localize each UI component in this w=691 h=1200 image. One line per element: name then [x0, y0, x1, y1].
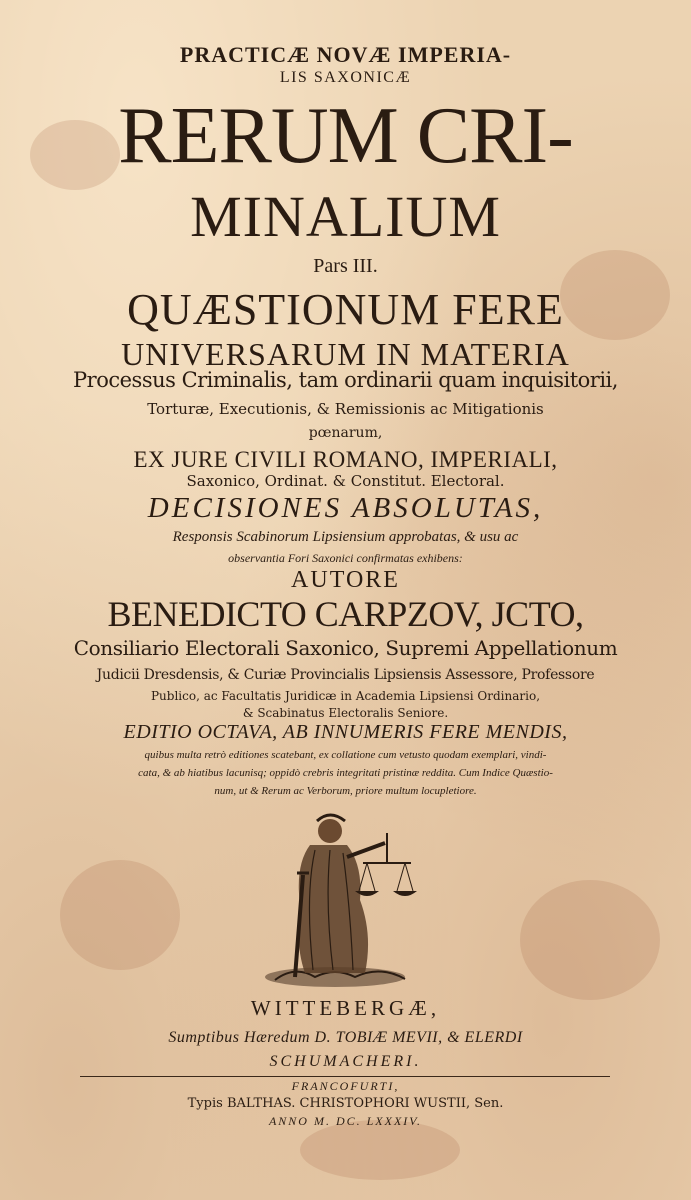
edition-line-3: num, ut & Rerum ac Verborum, priore multum locupletiore. [214, 785, 477, 797]
subtitle-line-2: UNIVERSARUM IN MATERIA [121, 336, 570, 372]
responsis-line-2: observantia Fori Saxonici confirmatas exhibens: [228, 551, 463, 565]
title-line-1: PRACTICÆ NOVÆ IMPERIA- [179, 42, 512, 67]
author-credential-line-3: Publico, ac Facultatis Juridicæ in Academia Lipsiensi Ordinario, [150, 689, 541, 703]
law-line-2: Saxonico, Ordinat. & Constitut. Electoral. [186, 472, 505, 490]
imprint-publisher-line-1: Sumptibus Hæredum D. TOBIÆ MEVII, & ELERDI [168, 1029, 523, 1046]
printer-city: FRANCOFURTI, [291, 1079, 400, 1093]
part-number: Pars III. [313, 255, 378, 277]
law-line-1: EX JURE CIVILI ROMANO, IMPERIALI, [133, 447, 558, 472]
author-credential-line-4: & Scabinatus Electoralis Seniore. [242, 706, 449, 720]
imprint-city: WITTEBERGÆ, [250, 996, 441, 1020]
edition-line-2: cata, & ab hiatibus lacunisq; oppidò crebris integritati pristinæ reddita. Cum Indice Quæstio- [138, 767, 553, 779]
decisiones-heading: DECISIONES ABSOLUTAS, [147, 492, 544, 524]
responsis-line-1: Responsis Scabinorum Lipsiensium approbatas, & usu ac [172, 529, 519, 545]
main-title-line-1: RERUM CRI- [118, 92, 573, 180]
title-line-2: LIS SAXONICÆ [279, 69, 412, 86]
imprint-publisher-line-2: SCHUMACHERI. [269, 1053, 422, 1070]
edition-line-1: quibus multa retrò editiones scatebant, ex collatione cum vetusto quodam exemplari, vindi- [144, 749, 547, 761]
printer-name: Typis BALTHAS. CHRISTOPHORI WUSTII, Sen. [187, 1096, 504, 1111]
paper-stain [60, 860, 180, 970]
subtitle-line-1: QUÆSTIONUM FERE [127, 285, 564, 334]
main-title-line-2: MINALIUM [190, 184, 501, 249]
description-line-3: pœnarum, [308, 425, 383, 441]
author-credential-line-1: Consiliario Electorali Saxonico, Supremi Appellationum [73, 636, 618, 660]
printer-year: ANNO M. DC. LXXXIV. [268, 1114, 423, 1128]
author-name: BENEDICTO CARPZOV, JCTO, [107, 594, 584, 634]
justice-figure-icon [255, 805, 425, 990]
edition-heading: EDITIO OCTAVA, AB INNUMERIS FERE MENDIS, [123, 721, 568, 743]
description-line-2: Torturæ, Executionis, & Remissionis ac Mitigationis [147, 400, 544, 418]
autore-label: AUTORE [291, 567, 400, 593]
author-credential-line-2: Judicii Dresdensis, & Curiæ Provincialis Lipsiensis Assessore, Professore [96, 667, 595, 683]
paper-stain [520, 880, 660, 1000]
description-line-1: Processus Criminalis, tam ordinarii quam inquisitorii, [73, 368, 618, 392]
paper-stain [300, 1120, 460, 1180]
imprint-divider [80, 1076, 610, 1077]
